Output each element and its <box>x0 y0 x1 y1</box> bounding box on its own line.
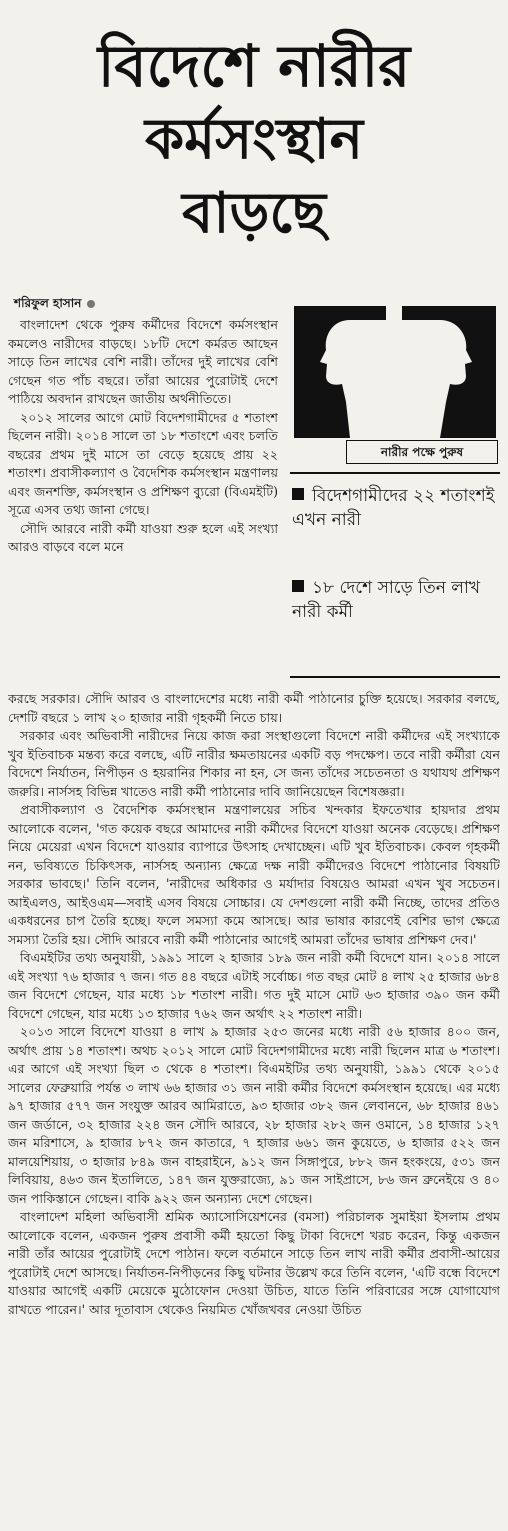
paragraph: করছে সরকার। সৌদি আরব ও বাংলাদেশের মধ্যে নারী কর্মী পাঠানোর চুক্তি হয়েছে। সরকার বলছে, দেশটি বছরে ১ লাখ ২০ হাজার নারী গৃহকর্মী নিতে চায়। <box>8 691 500 725</box>
paragraph: বাংলাদেশ থেকে পুরুষ কর্মীদের বিদেশে কর্মসংস্থান কমলেও নারীদের বাড়ছে। ১৮টি দেশে কর্মরত আছেন সাড়ে তিন লাখের বেশি নারী। তাঁদের দুই লাখের বেশি গেছেন গত পাঁচ বছরে। তাঁরা আয়ের পুরোটাই দেশে পাঠিয়ে অবদান রাখছেন জাতীয় অর্থনীতিতে। <box>8 317 278 406</box>
paragraph: বাংলাদেশ মহিলা অভিবাসী শ্রমিক অ্যাসোসিয়েশনের (বমসা) পরিচালক সুমাইয়া ইসলাম প্রথম আলোকে বলেন, একজন পুরুষ প্রবাসী কর্মী হয়তো কিছু টাকা বিদেশে খরচ করেন, কিন্তু একজন নারী তাঁর আয়ের পুরোটাই দেশে পাঠান। ফলে বর্তমানে সাড়ে তিন লাখ নারী কর্মীর প্রবাসী-আয়ের পুরোটাই দেশে আসছে। নির্যাতন-নিপীড়নের কিছু ঘটনার উল্লেখ করে তিনি বলেন, 'এটি বন্ধে বিদেশে যাওয়ার আগেই একটি মেয়েকে মুঠোফোন দেওয়া উচিত, যাতে তিনি পরিবারের সঙ্গে যোগাযোগ রাখতে পারেন।' আর দূতাবাস থেকেও নিয়মিত খোঁজখবর নেওয়া উচিত <box>8 1209 500 1317</box>
article-column-full <box>8 690 500 1526</box>
bullet-square-icon <box>292 488 304 500</box>
byline-dot-icon <box>87 300 95 308</box>
headline-line-3: বাড়ছে <box>182 180 326 246</box>
paragraph: ২০১২ সালের আগে মোট বিদেশগামীদের ৫ শতাংশ ছিলেন নারী। ২০১৪ সালে তা ১৮ শতাংশে এবং চলতি বছরের প্রথম দুই মাসে তা বেড়ে হয়েছে প্রায় ২২ শতাংশ। প্রবাসীকল্যাণ ও বৈদেশিক কর্মসংস্থান মন্ত্রণালয় এবং জনশক্তি, কর্মসংস্থান ও প্রশিক্ষণ ব্যুরো (বিএমইটি) সূত্রে এসব তথ্য জানা গেছে। <box>8 409 278 517</box>
highlight-item <box>292 484 497 532</box>
headline-line-1: বিদেশে নারীর <box>97 32 411 101</box>
divider <box>290 676 500 678</box>
series-label: নারীর পক্ষে পুরুষ <box>346 440 498 464</box>
paragraph: সরকার এবং অভিবাসী নারীদের নিয়ে কাজ করা সংস্থাগুলো বিদেশে নারী কর্মীদের এই সংখ্যাকে খুব ইতিবাচক মন্তব্য করে বলছে, এটি নারীর ক্ষমতায়নের একটি বড় পদক্ষেপ। তবে নারী কর্মীরা যেন বিদেশে নির্যাতন, নিপীড়ন ও হয়রানির শিকার না হন, সে জন্য তাঁদের সচেতনতা ও যথাযথ প্রশিক্ষণ জরুরি। নার্সসহ বিভিন্ন খাতেও নারী কর্মী পাঠানোর দাবি জানিয়েছেন বিশেষজ্ঞরা। <box>8 728 500 799</box>
profile-silhouettes-icon <box>290 302 500 442</box>
series-logo <box>290 302 500 460</box>
headline-line-2: কর্মসংস্থান <box>144 107 364 173</box>
paragraph: প্রবাসীকল্যাণ ও বৈদেশিক কর্মসংস্থান মন্ত্রণালয়ের সচিব খন্দকার ইফতেখার হায়দার প্রথম আলোকে বলেন, 'গত কয়েক বছরে আমাদের নারী কর্মীদের বিদেশে যাওয়া অনেক বেড়েছে। প্রশিক্ষণ নিয়ে মেয়েরা এখন বিদেশে যাওয়ার ব্যাপারে উৎসাহ দেখাচ্ছেন। এটি খুব ইতিবাচক। কেবল গৃহকর্মী নন, ভবিষ্যতে চিকিৎসক, নার্সসহ অন্যান্য ক্ষেত্রে দক্ষ নারী কর্মীদেরও বিদেশে পাঠানোর বিষয়টি সরকার ভাবছে।' তিনি বলেন, 'নারীদের অধিকার ও মর্যাদার বিষয়েও আমরা এখন খুব সচেতন। আইএলও, আইওএম—সবাই এসব বিষয়ে সোচ্চার। যে দেশগুলো নারী কর্মী নিচ্ছে, তাদের প্রতিও একধরনের চাপ তৈরি হচ্ছে। ফলে সমস্যা কমে আসছে। আর ভাষার কারণেই বেশির ভাগ ক্ষেত্রে সমস্যা তৈরি হয়। সৌদি আরবে নারী কর্মী পাঠানোর আগেই আমরা তাঁদের ভাষার প্রশিক্ষণ দেব।' <box>8 802 500 947</box>
bullet-square-icon <box>292 580 304 592</box>
paragraph: বিএমইটির তথ্য অনুযায়ী, ১৯৯১ সালে ২ হাজার ১৮৯ জন নারী কর্মী বিদেশে যান। ২০১৪ সালে এই সংখ্যা ৭৬ হাজার ৭ জন। গত ৪৪ বছরে এটাই সর্বোচ্চ। গত বছর মোট ৪ লাখ ২৫ হাজার ৬৮৪ জন বিদেশে গেছেন, যার মধ্যে ১৮ শতাংশ নারী। গত দুই মাসে মোট ৬৩ হাজার ৩৯০ জন কর্মী বিদেশে গেছেন, যার মধ্যে ১৩ হাজার ৭৬২ জন অর্থাৎ ২২ শতাংশ নারী। <box>8 950 500 1021</box>
byline-author: শরিফুল হাসান <box>14 296 82 310</box>
article-column-top <box>8 316 278 688</box>
paragraph: সৌদি আরবে নারী কর্মী যাওয়া শুরু হলে এই সংখ্যা আরও বাড়বে বলে মনে <box>8 520 278 554</box>
paragraph: ২০১৩ সালে বিদেশে যাওয়া ৪ লাখ ৯ হাজার ২৫৩ জনের মধ্যে নারী ৫৬ হাজার ৪০০ জন, অর্থাৎ প্রায় ১৪ শতাংশ। অথচ ২০১২ সালে মোট বিদেশগামীদের মধ্যে নারী ছিলেন মাত্র ৬ শতাংশ। এর আগে এই সংখ্যা ছিল ৩ থেকে ৪ শতাংশ। বিএমইটির তথ্য অনুযায়ী, ১৯৯১ থেকে ২০১৫ সালের ফেব্রুয়ারি পর্যন্ত ৩ লাখ ৬৬ হাজার ৩১ জন নারী কর্মীর বিদেশে কর্মসংস্থান হয়েছে। এর মধ্যে ৯৭ হাজার ৫৭৭ জন সংযুক্ত আরব আমিরাতে, ৯৩ হাজার ৩৮২ জন লেবাননে, ৬৮ হাজার ৪৬১ জন জর্ডানে, ৩২ হাজার ২২৪ জন সৌদি আরবে, ২৮ হাজার ২৮২ জন ওমানে, ১৪ হাজার ১২৭ জন মরিশাসে, ৯ হাজার ৮৭২ জন কাতারে, ৭ হাজার ৬৬১ জন কুয়েতে, ৬ হাজার ৫২২ জন মালয়েশিয়ায়, ৩ হাজার ৮৪৯ জন বাহরাইনে, ৯১২ জন সিঙ্গাপুরে, ৮৮২ জন হংকংয়ে, ৫৩১ জন লিবিয়ায়, ৪৬৩ জন ইতালিতে, ১৪৭ জন যুক্তরাজ্যে, ৯১ জন সাইপ্রাসে, ৮৬ জন ব্রুনেইয়ে ও ৪০ জন পাকিস্তানে গেছেন। বাকি ৯২২ জন অন্যান্য দেশে গেছেন। <box>8 1024 500 1206</box>
highlight-text: ১৮ দেশে সাড়ে তিন লাখ নারী কর্মী <box>292 578 481 622</box>
divider <box>290 472 500 474</box>
byline <box>14 295 95 315</box>
highlight-text: বিদেশগামীদের ২২ শতাংশই এখন নারী <box>292 486 495 530</box>
headline <box>0 32 508 246</box>
highlight-item <box>292 576 497 624</box>
